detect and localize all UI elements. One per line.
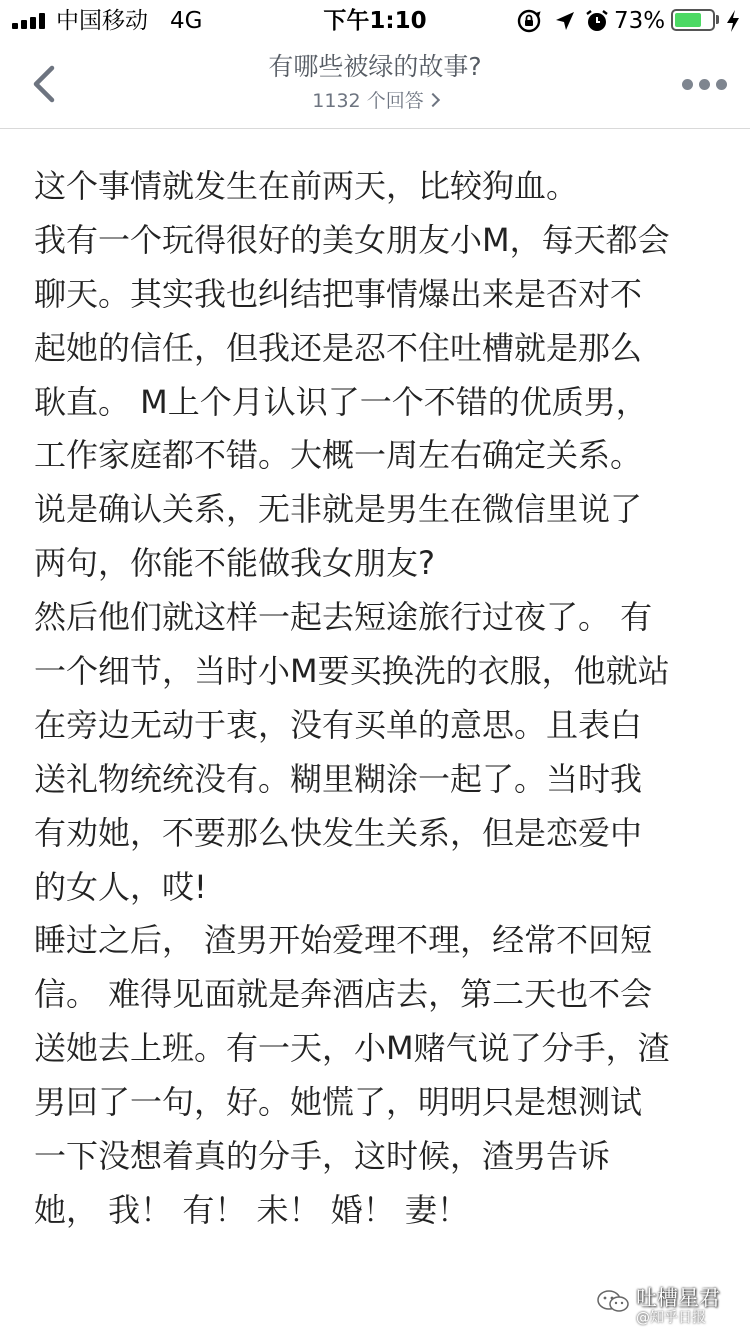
answer-text-line: 的女人，哎! [34,867,207,906]
answer-text-line: 耿直。 M上个月认识了一个不错的优质男， [34,382,648,421]
status-time: 下午1:10 [323,8,427,34]
location-icon [552,8,578,34]
watermark-name: 吐槽星君 [636,1286,720,1310]
status-bar [0,0,750,40]
answer-text-line: 送她去上班。有一天，小M赌气说了分手，渣 [34,1029,670,1068]
answer-text-line: 工作家庭都不错。大概一周左右确定关系。 [34,436,643,475]
more-options-button[interactable] [676,70,732,98]
answer-text-line: 一下没想着真的分手，这时候，渣男告诉 [34,1137,611,1176]
watermark [596,1283,744,1327]
carrier-name: 中国移动 [56,8,148,34]
answer-text-line: 起她的信任，但我还是忍不住吐槽就是那么 [34,328,643,367]
battery-level-fill [675,13,701,27]
more-dots-icon [699,79,710,90]
battery-percent: 73% [614,8,666,34]
answers-count-row [0,88,750,114]
more-dots-icon [716,79,727,90]
network-type: 4G [170,8,203,34]
answers-count-link[interactable] [312,90,437,112]
battery-cap [716,15,719,24]
answer-text-line: 送礼物统统没有。糊里糊涂一起了。当时我 [34,759,643,798]
alarm-icon [584,8,610,34]
chevron-right-icon [426,93,440,107]
answer-text-line: 我有一个玩得很好的美女朋友小M，每天都会 [34,220,670,259]
question-title: 有哪些被绿的故事? [268,52,482,81]
answer-text-line: 一个细节，当时小M要买换洗的衣服，他就站 [34,652,670,691]
answer-text-line: 有劝她，不要那么快发生关系，但是恋爱中 [34,813,643,852]
answer-text-line: 她， 我！ 有！ 未！ 婚！ 妻！ [34,1190,469,1229]
answer-text-line: 男回了一句，好。她慌了，明明只是想测试 [34,1083,643,1122]
answer-text-line: 聊天。其实我也纠结把事情爆出来是否对不 [34,274,643,313]
answer-text-line: 这个事情就发生在前两天，比较狗血。 [34,167,579,205]
watermark-source: @知乎日报 [636,1310,706,1326]
battery-icon [671,9,715,31]
answer-text-line: 信。 难得见面就是奔酒店去，第二天也不会 [34,975,653,1014]
answer-text-line: 在旁边无动于衷，没有买单的意思。且表白 [34,705,643,744]
rotation-lock-icon [516,8,542,34]
wechat-icon [596,1289,630,1313]
answer-text-line: 两句，你能不能做我女朋友? [34,544,435,583]
more-dots-icon [682,79,693,90]
nav-bar [0,40,750,129]
answer-text-line: 睡过之后， 渣男开始爱理不理，经常不回短 [34,921,653,960]
charging-icon [724,8,742,34]
answer-text-line: 说是确认关系，无非就是男生在微信里说了 [34,490,643,529]
answer-body [34,164,724,1242]
answers-count: 1132 个回答 [312,90,424,112]
answer-text-line: 然后他们就这样一起去短途旅行过夜了。 有 [34,598,653,637]
